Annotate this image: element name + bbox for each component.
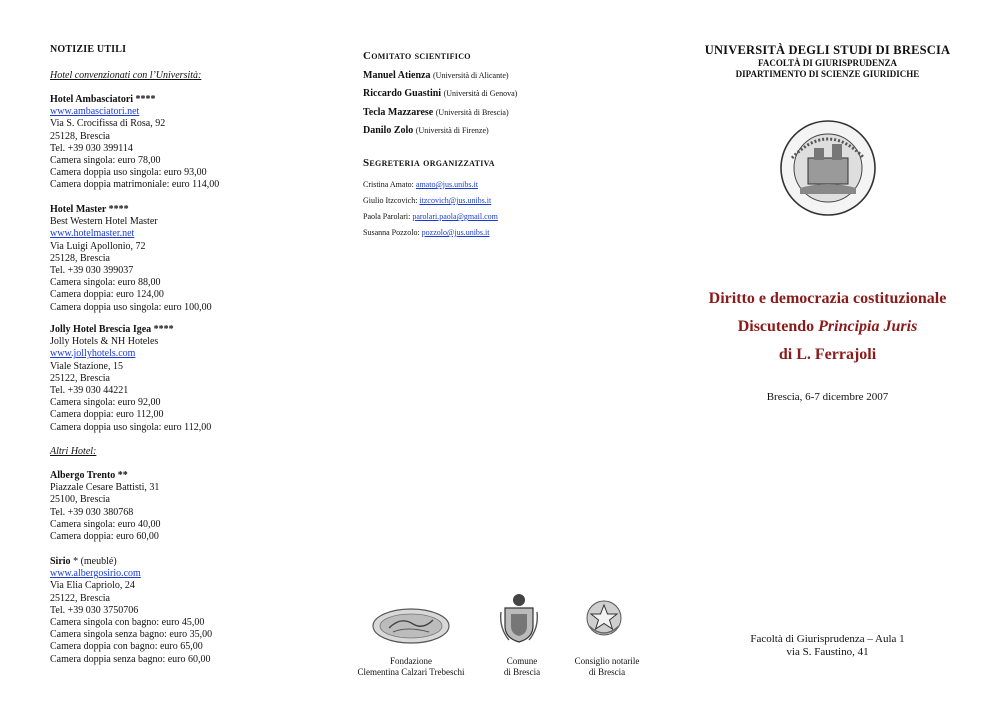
hotel-chain: Best Western Hotel Master <box>50 216 158 228</box>
hotel-name: Hotel Master **** <box>50 204 129 215</box>
email-link[interactable]: pozzolo@jus.unibs.it <box>421 228 490 237</box>
other-hotel-entry <box>50 556 330 666</box>
hotel-detail: Camera doppia senza bagno: euro 60,00 <box>50 653 211 665</box>
committee-member: Danilo Zolo (Università di Firenze) <box>363 125 489 136</box>
hotel-detail: Tel. +39 030 44221 <box>50 385 129 397</box>
hotel-detail: Camera doppia uso singola: euro 93,00 <box>50 167 207 179</box>
event-author: di L. Ferrajoli <box>778 346 877 363</box>
university-seal <box>778 118 878 218</box>
committee-member: Manuel Atienza (Università di Alicante) <box>363 70 509 81</box>
secretariat-heading: Segreteria organizzativa <box>363 157 495 169</box>
committee-heading: Comitato scientifico <box>363 50 471 62</box>
consiglio-notarile-emblem <box>584 598 624 640</box>
hotel-detail: Camera singola: euro 92,00 <box>50 397 161 409</box>
hotel-name-line: Albergo Trento ** <box>50 470 128 481</box>
hotel-detail: Camera singola senza bagno: euro 35,00 <box>50 629 213 641</box>
hotel-detail: Piazzale Cesare Battisti, 31 <box>50 482 160 494</box>
email-link[interactable]: amato@jus.unibs.it <box>415 180 478 189</box>
hotel-entry <box>50 324 330 434</box>
event-subtitle: Discutendo Principia Juris <box>737 318 918 335</box>
hotel-name: Jolly Hotel Brescia Igea **** <box>50 324 174 335</box>
event-title: Diritto e democrazia costituzionale <box>708 290 947 307</box>
committee-member: Riccardo Guastini (Università di Genova) <box>363 88 518 99</box>
hotel-detail: Camera doppia uso singola: euro 112,00 <box>50 421 212 433</box>
hotel-name: Hotel Ambasciatori **** <box>50 94 156 105</box>
conventioned-hotels-label: Hotel convenzionati con l’Università: <box>50 70 202 81</box>
comune-brescia-crest <box>497 592 541 646</box>
hotel-website-link[interactable]: www.jollyhotels.com <box>50 348 136 360</box>
hotel-detail: Camera doppia con bagno: euro 65,00 <box>50 641 203 653</box>
fondazione-logo <box>371 606 451 646</box>
hotel-detail: Camera singola con bagno: euro 45,00 <box>50 617 205 629</box>
secretariat-contact: Cristina Amato: amato@jus.unibs.it <box>363 180 478 189</box>
hotel-detail: Tel. +39 030 399114 <box>50 142 133 154</box>
hotel-detail: 25122, Brescia <box>50 372 110 384</box>
sponsor-fondazione: Fondazione Clementina Calzari Trebeschi <box>357 656 465 677</box>
secretariat-contact: Susanna Pozzolo: pozzolo@jus.unibs.it <box>363 228 490 237</box>
sponsor-consiglio: Consiglio notarile di Brescia <box>574 656 640 677</box>
hotel-detail: Camera singola: euro 88,00 <box>50 277 161 289</box>
secretariat-contact: Giulio Itzcovich: itzcovich@jus.unibs.it <box>363 196 492 205</box>
hotel-detail: Camera doppia: euro 60,00 <box>50 531 159 543</box>
hotel-detail: Viale Stazione, 15 <box>50 360 123 372</box>
event-venue: Facoltà di Giurisprudenza – Aula 1 via S. Faustino, 41 <box>750 633 905 658</box>
hotel-detail: Via Luigi Apollonio, 72 <box>50 240 146 252</box>
event-date: Brescia, 6-7 dicembre 2007 <box>766 391 889 403</box>
hotel-detail: 25100, Brescia <box>50 494 110 506</box>
hotel-detail: 25128, Brescia <box>50 252 110 264</box>
hotel-detail: Camera doppia uso singola: euro 100,00 <box>50 301 212 313</box>
hotel-detail: 25128, Brescia <box>50 130 110 142</box>
hotel-entry <box>50 94 330 192</box>
hotel-detail: Camera doppia: euro 124,00 <box>50 289 164 301</box>
hotel-detail: Via Elia Capriolo, 24 <box>50 580 135 592</box>
hotel-detail: 25122, Brescia <box>50 592 110 604</box>
hotel-detail: Camera doppia: euro 112,00 <box>50 409 164 421</box>
hotel-detail: Via S. Crocifissa di Rosa, 92 <box>50 118 166 130</box>
hotel-website-link[interactable]: www.albergosirio.com <box>50 568 141 580</box>
hotel-detail: Tel. +39 030 3750706 <box>50 604 139 616</box>
email-link[interactable]: parolari.paola@gmail.com <box>412 212 498 221</box>
department-name: DIPARTIMENTO DI SCIENZE GIURIDICHE <box>735 69 920 79</box>
hotel-detail: Camera doppia matrimoniale: euro 114,00 <box>50 179 220 191</box>
hotel-chain: Jolly Hotels & NH Hoteles <box>50 336 159 348</box>
committee-member: Tecla Mazzarese (Università di Brescia) <box>363 107 509 118</box>
university-name: UNIVERSITÀ DEGLI STUDI DI BRESCIA <box>704 43 951 57</box>
hotel-detail: Tel. +39 030 399037 <box>50 265 134 277</box>
hotel-detail: Tel. +39 030 380768 <box>50 506 134 518</box>
email-link[interactable]: itzcovich@jus.unibs.it <box>419 196 492 205</box>
hotel-website-link[interactable]: www.hotelmaster.net <box>50 228 135 240</box>
other-hotels-label: Altri Hotel: <box>50 446 97 457</box>
hotel-entry <box>50 204 330 314</box>
faculty-name: FACOLTÀ DI GIURISPRUDENZA <box>757 58 898 68</box>
hotel-detail: Camera singola: euro 40,00 <box>50 518 161 530</box>
secretariat-contact: Paola Parolari: parolari.paola@gmail.com <box>363 212 498 221</box>
sponsor-comune: Comune di Brescia <box>503 656 541 677</box>
hotel-website-link[interactable]: www.ambasciatori.net <box>50 106 140 118</box>
hotel-name-line: Sirio * (meublé) <box>50 556 117 567</box>
hotel-detail: Camera singola: euro 78,00 <box>50 155 161 167</box>
useful-info-heading: NOTIZIE UTILI <box>50 44 127 55</box>
other-hotel-entry <box>50 470 330 543</box>
